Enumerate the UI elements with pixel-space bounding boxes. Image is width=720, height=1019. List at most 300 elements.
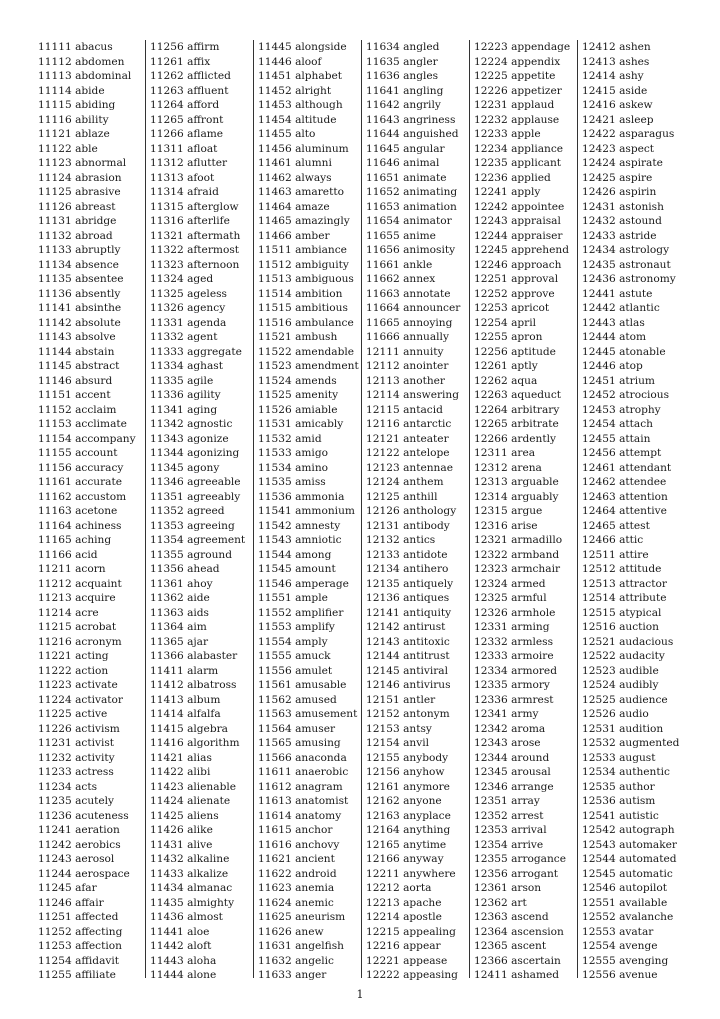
word-entry: 11662 annex <box>366 273 436 285</box>
word-entry: 11616 anchovy <box>258 838 340 851</box>
word-entry: 11516 ambulance <box>258 316 354 329</box>
word-entry: 11565 amusing <box>258 737 341 749</box>
word-entry: 11322 aftermost <box>150 244 240 256</box>
word-entry: 11364 aim <box>150 621 207 633</box>
word-entry: 11646 animal <box>366 157 440 169</box>
word-entry: 11111 abacus <box>38 41 113 53</box>
word-entry: 12151 antler <box>366 693 436 706</box>
word-entry: 11552 amplifier <box>258 606 344 619</box>
word-entry: 11653 animation <box>366 200 457 213</box>
word-entry: 11243 aerosol <box>38 853 115 865</box>
word-entry: 12443 atlas <box>582 316 645 329</box>
word-entry: 11131 abridge <box>38 215 117 227</box>
word-entry: 11344 agonizing <box>150 447 240 459</box>
word-entry: 12423 aspect <box>582 142 655 155</box>
word-entry: 11326 agency <box>150 302 226 314</box>
word-entry: 12416 askew <box>582 99 653 111</box>
word-entry: 11314 afraid <box>150 186 219 198</box>
word-entry: 12345 arousal <box>474 766 551 778</box>
word-entry: 11641 angling <box>366 84 444 97</box>
word-entry: 12344 around <box>474 751 550 764</box>
word-entry: 11566 anaconda <box>258 751 347 764</box>
word-entry: 11445 alongside <box>258 41 347 53</box>
word-entry: 12214 apostle <box>366 911 442 923</box>
word-entry: 11554 amply <box>258 635 328 648</box>
word-entry: 11412 albatross <box>150 679 237 691</box>
word-entry: 12336 armrest <box>474 693 554 706</box>
word-entry: 11651 animate <box>366 171 447 184</box>
word-entry: 12514 attribute <box>582 592 667 604</box>
word-entry: 11543 amniotic <box>258 534 342 546</box>
word-entry: 11624 anemic <box>258 896 334 909</box>
word-entry: 11253 affection <box>38 940 122 952</box>
word-entry: 11632 angelic <box>258 954 334 967</box>
word-entry: 11421 alias <box>150 751 212 764</box>
word-entry: 12321 armadillo <box>474 534 563 546</box>
word-entry: 12334 armored <box>474 664 557 677</box>
word-entry: 12453 atrophy <box>582 403 661 416</box>
word-entry: 11162 accustom <box>38 490 127 503</box>
word-entry: 12153 antsy <box>366 722 432 735</box>
word-entry: 12162 anyone <box>366 795 442 807</box>
word-entry: 11123 abnormal <box>38 157 127 169</box>
word-entry: 11242 aerobics <box>38 838 121 851</box>
word-entry: 12122 antelope <box>366 447 450 459</box>
word-entry: 12411 ashamed <box>474 969 560 981</box>
word-entry: 12325 armful <box>474 592 547 604</box>
word-entry: 12535 author <box>582 780 655 793</box>
word-entry: 11564 amuser <box>258 722 336 735</box>
word-entry: 11235 acutely <box>38 795 115 807</box>
word-entry: 11443 aloha <box>150 954 217 967</box>
word-entry: 12251 approval <box>474 273 559 285</box>
word-entry: 11156 accuracy <box>38 461 124 474</box>
word-entry: 12213 apache <box>366 896 442 909</box>
word-entry: 11263 affluent <box>150 84 229 97</box>
word-entry: 11234 acts <box>38 780 98 793</box>
word-entry: 11613 anatomist <box>258 795 349 807</box>
word-entry: 12424 aspirate <box>582 157 663 169</box>
word-list <box>362 40 469 983</box>
word-list <box>578 40 685 983</box>
word-entry: 12261 aptly <box>474 360 538 372</box>
word-entry: 12232 applause <box>474 113 560 126</box>
word-entry: 11423 alienable <box>150 780 237 793</box>
word-entry: 11264 afford <box>150 99 220 111</box>
word-entry: 12264 arbitrary <box>474 403 560 416</box>
word-entry: 11656 animosity <box>366 244 456 256</box>
word-entry: 12144 antitrust <box>366 650 450 662</box>
word-entry: 12523 audible <box>582 664 659 677</box>
word-entry: 11154 accompany <box>38 432 136 445</box>
word-entry: 11634 angled <box>366 41 440 53</box>
word-entry: 12436 astronomy <box>582 273 676 285</box>
word-entry: 11536 ammonia <box>258 490 345 503</box>
word-entry: 11151 accent <box>38 389 111 401</box>
word-entry: 11553 amplify <box>258 621 335 633</box>
word-entry: 12132 antics <box>366 534 436 546</box>
word-entry: 12115 antacid <box>366 403 443 416</box>
word-entry: 11654 animator <box>366 215 452 227</box>
word-entry: 12146 antivirus <box>366 679 451 691</box>
word-entry: 12414 ashy <box>582 70 644 82</box>
word-entry: 11342 agnostic <box>150 418 233 430</box>
word-entry: 11223 activate <box>38 679 118 691</box>
word-entry: 12231 applaud <box>474 99 555 111</box>
word-entry: 11142 absolute <box>38 316 121 329</box>
word-entry: 12464 attentive <box>582 505 667 517</box>
word-entry: 12326 armhole <box>474 606 556 619</box>
word-entry: 12525 audience <box>582 693 668 706</box>
word-entry: 11164 achiness <box>38 519 122 532</box>
word-entry: 11453 although <box>258 99 343 111</box>
word-entry: 11155 account <box>38 447 118 459</box>
word-entry: 11216 acronym <box>38 635 122 648</box>
word-entry: 12442 atlantic <box>582 302 660 314</box>
word-entry: 12426 aspirin <box>582 186 657 198</box>
word-entry: 12142 antirust <box>366 621 446 633</box>
word-entry: 12365 ascent <box>474 940 547 952</box>
word-entry: 12266 ardently <box>474 432 556 445</box>
word-entry: 11125 abrasive <box>38 186 121 198</box>
word-entry: 12233 apple <box>474 128 541 140</box>
word-entry: 11266 aflame <box>150 128 224 140</box>
word-entry: 11141 absinthe <box>38 302 122 314</box>
word-entry: 11563 amusement <box>258 708 358 720</box>
word-entry: 11522 amendable <box>258 345 355 358</box>
word-entry: 12462 attendee <box>582 476 667 488</box>
word-entry: 12224 appendix <box>474 55 561 68</box>
word-entry: 12431 astonish <box>582 200 664 213</box>
word-entry: 12466 attic <box>582 534 644 546</box>
word-entry: 12366 ascertain <box>474 954 561 967</box>
word-entry: 12211 anywhere <box>366 867 456 880</box>
word-entry: 12341 army <box>474 708 539 720</box>
word-column-2 <box>145 40 253 981</box>
word-entry: 11466 amber <box>258 229 330 242</box>
word-entry: 12323 armchair <box>474 563 561 575</box>
word-entry: 11416 algorithm <box>150 737 240 749</box>
word-entry: 12422 asparagus <box>582 128 675 140</box>
word-entry: 11316 afterlife <box>150 215 230 227</box>
word-entry: 11335 agile <box>150 374 214 387</box>
word-entry: 12322 armband <box>474 548 560 561</box>
word-entry: 12246 approach <box>474 258 562 271</box>
word-entry: 12265 arbitrate <box>474 418 559 430</box>
word-entry: 12125 anthill <box>366 490 438 503</box>
word-entry: 11535 amiss <box>258 476 326 488</box>
word-entry: 11532 amid <box>258 432 322 445</box>
word-entry: 11351 agreeably <box>150 490 241 503</box>
word-entry: 11222 action <box>38 664 109 677</box>
word-entry: 12512 attitude <box>582 563 662 575</box>
word-entry: 12553 avatar <box>582 925 654 938</box>
word-entry: 11424 alienate <box>150 795 231 807</box>
word-entry: 11636 angles <box>366 70 439 82</box>
word-entry: 11446 aloof <box>258 55 322 68</box>
word-entry: 11462 always <box>258 171 332 184</box>
word-entry: 11244 aerospace <box>38 867 130 880</box>
word-entry: 11256 affirm <box>150 41 220 53</box>
word-entry: 12552 avalanche <box>582 911 674 923</box>
word-entry: 12515 atypical <box>582 606 662 619</box>
word-entry: 11153 acclimate <box>38 418 127 430</box>
word-entry: 11346 agreeable <box>150 476 241 488</box>
word-entry: 11534 amino <box>258 461 329 474</box>
word-entry: 12445 atonable <box>582 345 666 358</box>
word-entry: 12136 antiques <box>366 592 450 604</box>
word-column-3 <box>253 40 361 981</box>
word-entry: 12554 avenge <box>582 940 658 952</box>
word-entry: 11165 aching <box>38 534 112 546</box>
word-entry: 11225 active <box>38 708 108 720</box>
word-entry: 11352 agreed <box>150 505 225 517</box>
word-entry: 11134 absence <box>38 258 119 271</box>
word-entry: 11633 anger <box>258 969 327 981</box>
word-entry: 11233 actress <box>38 766 114 778</box>
word-entry: 11623 anemia <box>258 882 335 894</box>
word-entry: 12223 appendage <box>474 41 571 53</box>
word-entry: 12335 armory <box>474 679 550 691</box>
word-entry: 11531 amicably <box>258 418 344 430</box>
word-entry: 11331 agenda <box>150 316 227 329</box>
word-entry: 11251 affected <box>38 911 119 923</box>
word-entry: 12551 available <box>582 896 668 909</box>
word-entry: 11212 acquaint <box>38 577 122 590</box>
word-entry: 12342 aroma <box>474 722 546 735</box>
word-entry: 12154 anvil <box>366 737 429 749</box>
word-entry: 12513 attractor <box>582 577 667 590</box>
word-entry: 12262 aqua <box>474 374 538 387</box>
word-entry: 11463 amaretto <box>258 186 344 198</box>
word-entry: 11455 alto <box>258 128 316 140</box>
word-entry: 12316 arise <box>474 519 538 532</box>
word-entry: 11615 anchor <box>258 824 333 836</box>
word-entry: 12312 arena <box>474 461 542 474</box>
word-entry: 11245 afar <box>38 882 97 894</box>
word-column-5 <box>469 40 577 981</box>
word-entry: 12235 applicant <box>474 157 562 169</box>
word-entry: 11514 ambition <box>258 287 343 300</box>
word-entry: 11132 abroad <box>38 229 113 242</box>
word-entry: 11643 angriness <box>366 113 456 126</box>
word-entry: 12133 antidote <box>366 548 448 561</box>
word-entry: 11265 affront <box>150 113 224 126</box>
word-entry: 11626 anew <box>258 925 324 938</box>
word-entry: 11116 ability <box>38 113 109 126</box>
word-entry: 11231 activist <box>38 737 115 749</box>
word-list-columns <box>38 40 685 981</box>
word-entry: 12363 ascend <box>474 911 549 923</box>
word-entry: 11113 abdominal <box>38 70 132 82</box>
word-entry: 12425 aspire <box>582 171 653 184</box>
word-entry: 11545 amount <box>258 563 336 575</box>
word-entry: 11612 anagram <box>258 780 343 793</box>
word-entry: 12155 anybody <box>366 751 449 764</box>
word-entry: 11442 aloft <box>150 940 212 952</box>
word-entry: 12243 appraisal <box>474 215 561 227</box>
word-column-1 <box>38 40 145 981</box>
word-entry: 12546 autopilot <box>582 882 668 894</box>
word-entry: 12255 apron <box>474 331 543 343</box>
word-entry: 12332 armless <box>474 635 554 648</box>
word-entry: 12521 audacious <box>582 635 674 648</box>
word-entry: 11413 album <box>150 693 221 706</box>
word-list <box>38 40 145 983</box>
word-entry: 11334 aghast <box>150 360 223 372</box>
word-entry: 12534 authentic <box>582 766 670 778</box>
word-entry: 11452 alright <box>258 84 332 97</box>
word-entry: 12536 autism <box>582 795 656 807</box>
word-entry: 12533 august <box>582 751 656 764</box>
word-entry: 12225 appetite <box>474 70 556 82</box>
word-entry: 12112 anointer <box>366 360 449 372</box>
word-entry: 11353 agreeing <box>150 519 235 532</box>
word-entry: 12165 anytime <box>366 838 447 851</box>
word-entry: 12324 armed <box>474 577 546 590</box>
word-entry: 11354 agreement <box>150 534 246 546</box>
word-entry: 11133 abruptly <box>38 244 121 256</box>
word-entry: 12216 appear <box>366 940 441 952</box>
word-entry: 12161 anymore <box>366 780 450 793</box>
word-entry: 11145 abstract <box>38 360 120 372</box>
word-entry: 12134 antihero <box>366 563 449 575</box>
word-entry: 11523 amendment <box>258 360 359 372</box>
word-entry: 11146 absurd <box>38 374 113 387</box>
word-entry: 11124 abrasion <box>38 171 122 184</box>
word-list <box>254 40 361 983</box>
word-entry: 11252 affecting <box>38 925 123 938</box>
word-entry: 12524 audibly <box>582 679 659 691</box>
word-entry: 12314 arguably <box>474 490 559 503</box>
word-entry: 11343 agonize <box>150 432 229 445</box>
word-entry: 12545 automatic <box>582 867 673 880</box>
word-entry: 11441 aloe <box>150 925 210 938</box>
word-entry: 11525 amenity <box>258 389 339 401</box>
word-entry: 11135 absentee <box>38 273 124 285</box>
word-entry: 12315 argue <box>474 505 543 517</box>
word-entry: 11152 acclaim <box>38 403 117 416</box>
word-entry: 12311 area <box>474 447 536 459</box>
word-entry: 11414 alfalfa <box>150 708 221 720</box>
word-entry: 11312 aflutter <box>150 157 228 169</box>
word-entry: 12236 applied <box>474 171 551 184</box>
word-entry: 12254 april <box>474 316 537 329</box>
word-entry: 11345 agony <box>150 461 220 474</box>
word-entry: 11426 alike <box>150 824 213 836</box>
word-entry: 12145 antiviral <box>366 664 448 677</box>
word-entry: 11432 alkaline <box>150 853 230 865</box>
word-entry: 11551 ample <box>258 592 328 604</box>
word-entry: 11333 aggregate <box>150 345 242 358</box>
word-entry: 12441 astute <box>582 287 653 300</box>
word-entry: 12461 attendant <box>582 461 672 474</box>
word-entry: 12245 apprehend <box>474 244 569 256</box>
word-entry: 11433 alkalize <box>150 867 229 880</box>
word-entry: 11451 alphabet <box>258 70 342 82</box>
word-entry: 11361 ahoy <box>150 577 213 590</box>
word-entry: 11366 alabaster <box>150 650 238 662</box>
word-entry: 11663 annotate <box>366 287 451 300</box>
word-entry: 12455 attain <box>582 432 651 445</box>
word-entry: 12421 asleep <box>582 113 654 126</box>
word-entry: 12346 arrange <box>474 780 554 793</box>
word-entry: 12353 arrival <box>474 824 547 836</box>
word-entry: 11544 among <box>258 548 332 561</box>
word-entry: 11635 angler <box>366 55 438 68</box>
word-entry: 12222 appeasing <box>366 969 458 981</box>
word-entry: 12433 astride <box>582 229 657 242</box>
word-entry: 11625 aneurism <box>258 911 346 923</box>
word-entry: 11411 alarm <box>150 664 219 677</box>
word-entry: 11541 ammonium <box>258 505 355 517</box>
word-entry: 12451 atrium <box>582 374 655 387</box>
word-entry: 12456 attempt <box>582 447 662 459</box>
word-entry: 11461 alumni <box>258 157 332 169</box>
word-entry: 11254 affidavit <box>38 954 120 967</box>
word-entry: 11665 annoying <box>366 316 453 329</box>
word-entry: 11362 aide <box>150 592 210 604</box>
word-entry: 11114 abide <box>38 84 105 97</box>
word-entry: 11435 almighty <box>150 896 235 909</box>
word-entry: 12135 antiquely <box>366 577 454 590</box>
word-entry: 11236 acuteness <box>38 809 129 822</box>
word-entry: 11652 animating <box>366 186 458 198</box>
word-entry: 12352 arrest <box>474 809 544 822</box>
word-entry: 12123 antennae <box>366 461 453 474</box>
word-entry: 11313 afoot <box>150 171 215 184</box>
word-entry: 11341 aging <box>150 403 218 416</box>
word-entry: 12143 antitoxic <box>366 635 450 648</box>
word-entry: 11431 alive <box>150 838 213 851</box>
word-entry: 11311 afloat <box>150 142 218 155</box>
word-entry: 11325 ageless <box>150 287 227 300</box>
word-entry: 11415 algebra <box>150 722 228 735</box>
word-entry: 12226 appetizer <box>474 84 562 97</box>
word-entry: 12252 approve <box>474 287 555 300</box>
word-entry: 11664 announcer <box>366 302 461 314</box>
word-entry: 12454 attach <box>582 418 653 430</box>
word-entry: 12141 antiquity <box>366 606 452 619</box>
word-entry: 12241 apply <box>474 186 541 198</box>
word-entry: 12152 antonym <box>366 708 450 720</box>
word-entry: 11526 amiable <box>258 403 338 416</box>
word-entry: 11355 aground <box>150 548 233 561</box>
word-entry: 12113 another <box>366 374 445 387</box>
word-entry: 11542 amnesty <box>258 519 341 532</box>
word-entry: 12555 avenging <box>582 954 669 967</box>
word-entry: 11661 ankle <box>366 258 433 271</box>
word-entry: 12364 ascension <box>474 925 564 938</box>
word-entry: 12114 answering <box>366 389 460 401</box>
word-entry: 11161 accurate <box>38 476 122 488</box>
word-entry: 11166 acid <box>38 548 98 561</box>
word-entry: 11323 afternoon <box>150 258 240 271</box>
word-entry: 11356 ahead <box>150 563 220 575</box>
word-entry: 11666 annually <box>366 331 449 343</box>
word-entry: 12452 atrocious <box>582 389 670 401</box>
word-entry: 12526 audio <box>582 708 649 720</box>
word-entry: 12361 arson <box>474 882 542 894</box>
word-entry: 11255 affiliate <box>38 969 116 981</box>
word-entry: 12313 arguable <box>474 476 559 488</box>
word-entry: 11434 almanac <box>150 882 233 894</box>
word-entry: 12215 appealing <box>366 925 456 938</box>
word-entry: 11241 aeration <box>38 824 120 836</box>
word-entry: 11214 acre <box>38 606 99 619</box>
word-entry: 11456 aluminum <box>258 142 349 155</box>
word-entry: 11556 amulet <box>258 664 333 677</box>
